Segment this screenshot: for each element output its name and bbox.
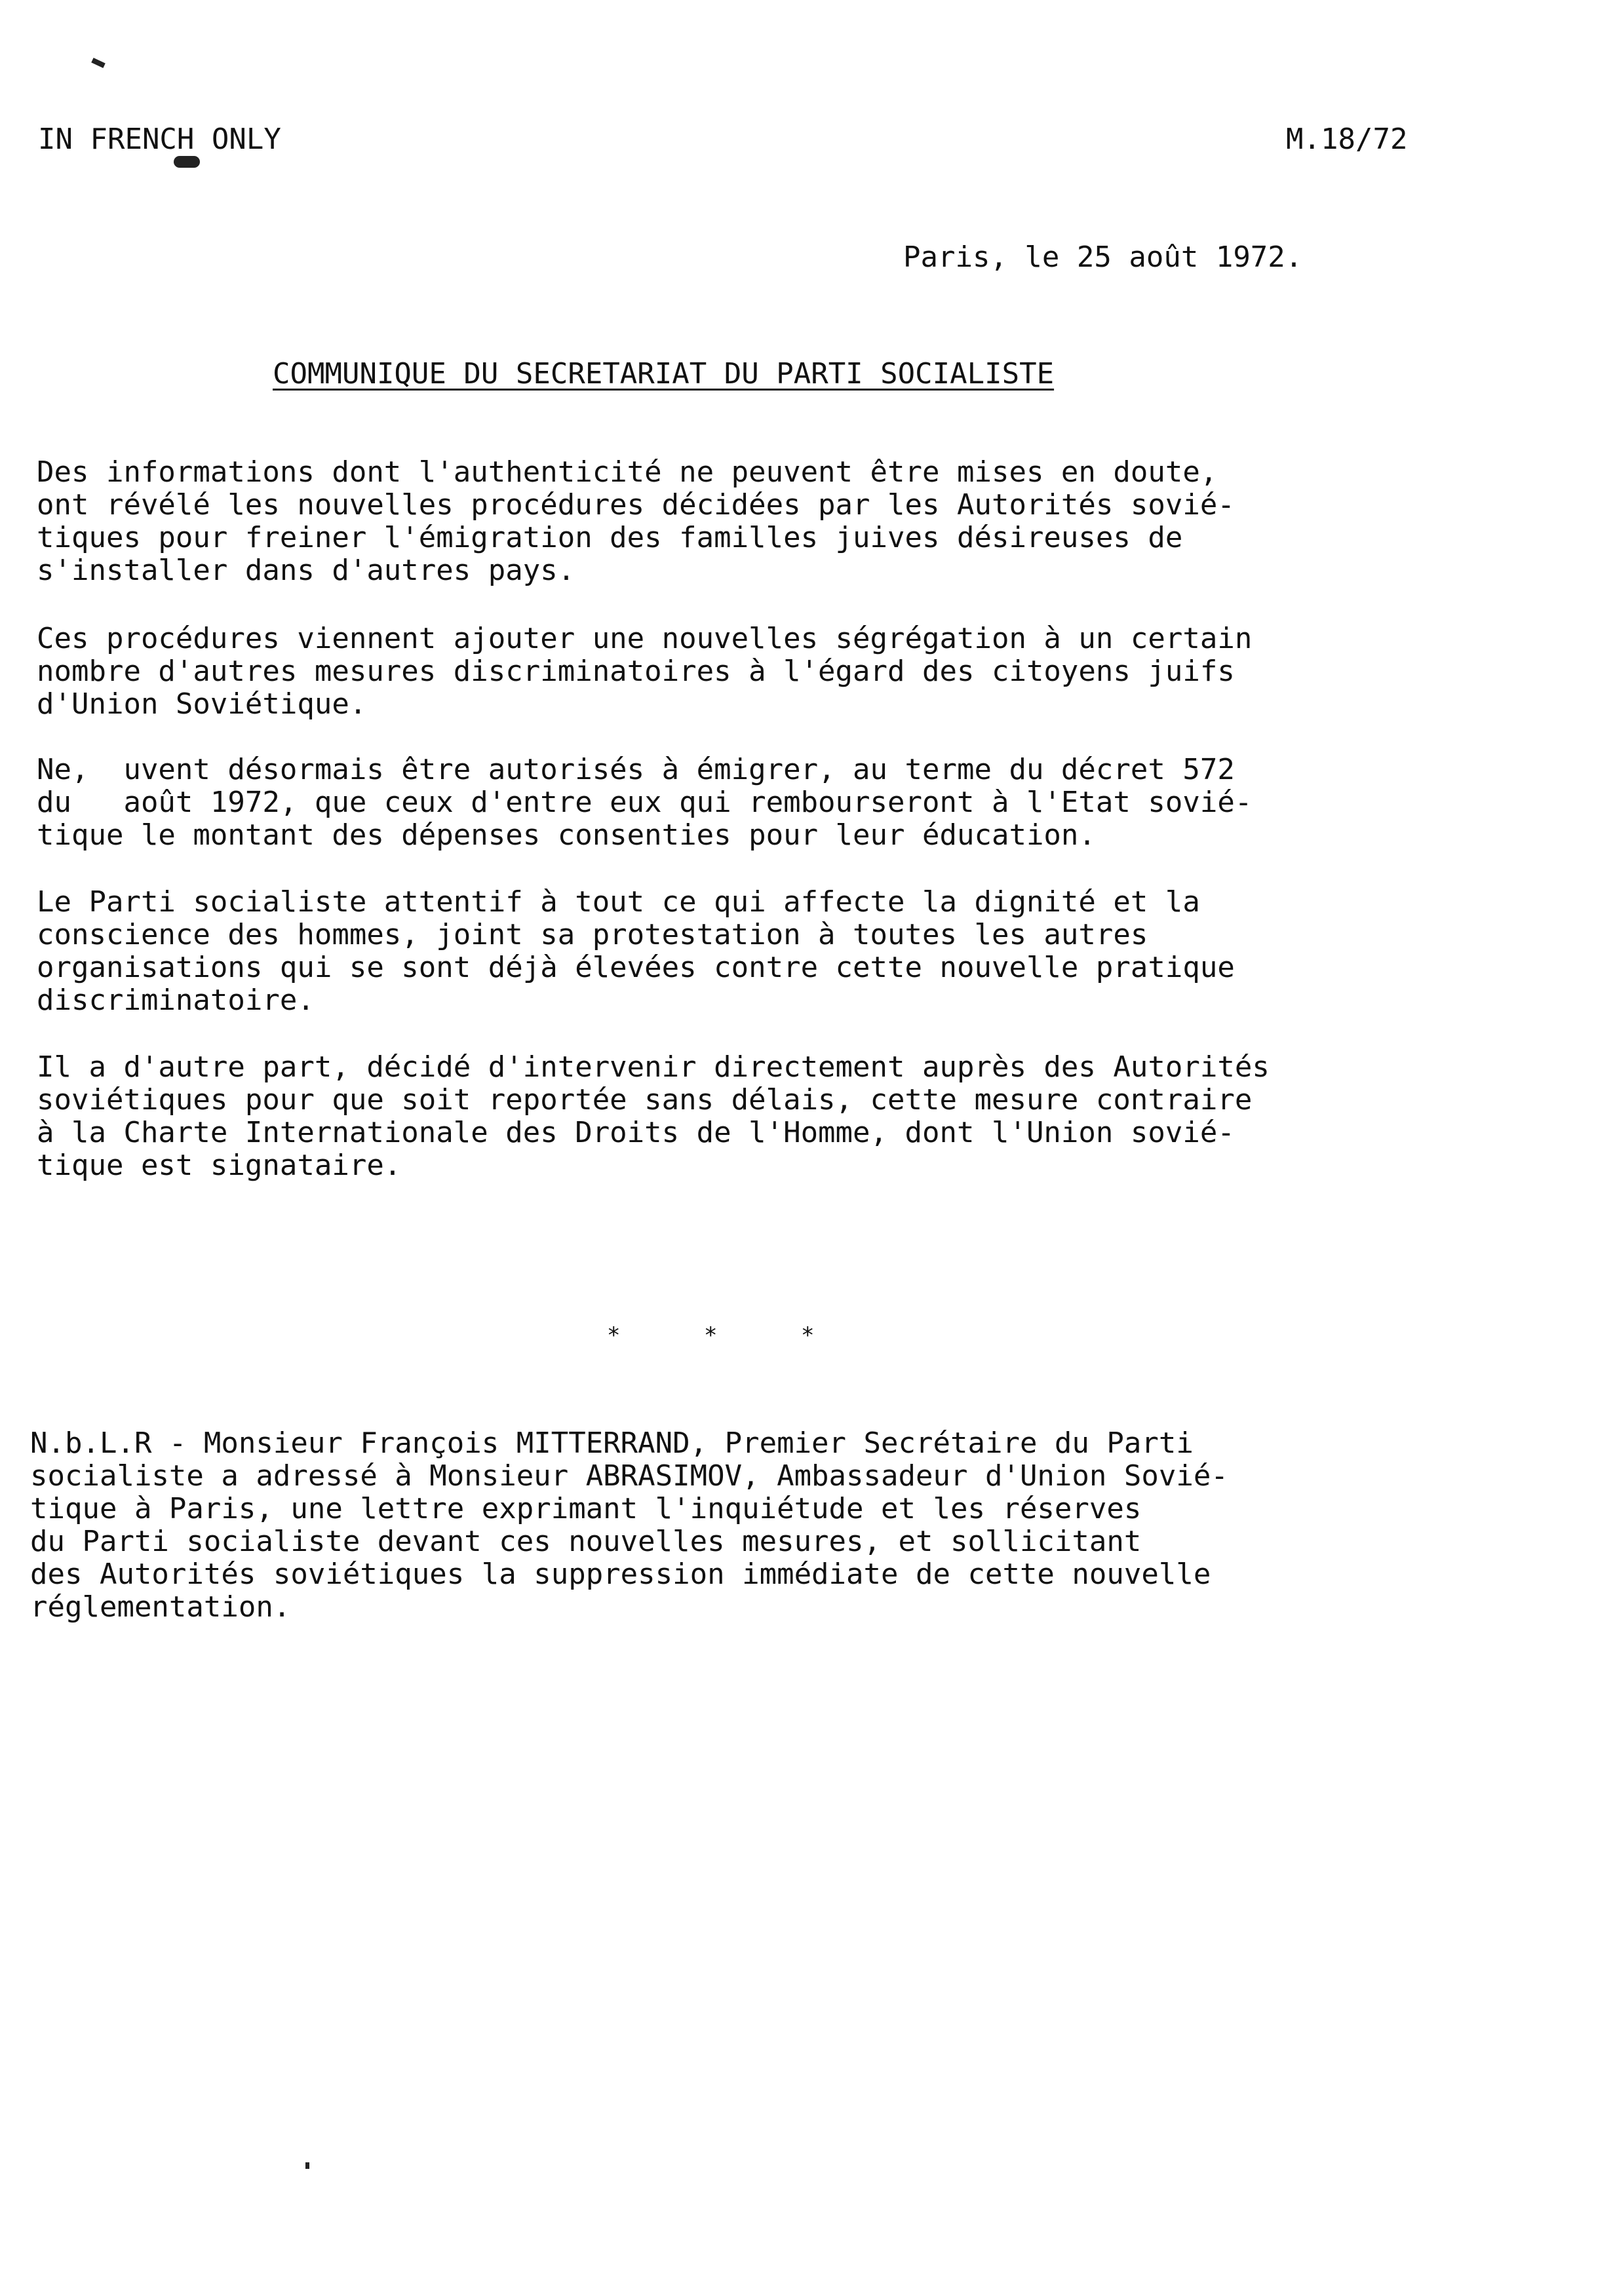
separator-star: * — [607, 1322, 621, 1349]
scan-mark — [305, 2162, 309, 2169]
dateline: Paris, le 25 août 1972. — [903, 240, 1303, 274]
section-separator — [0, 1322, 1615, 1349]
separator-star: * — [801, 1322, 815, 1349]
paragraph-1: Des informations dont l'authenticité ne peuvent être mises en doute, ont révélé les nouvelles procédures décidées par les Autorités sovié- tiques pour freiner l'émigration des familles juives désireuses de s'installer dans d'autres pays. — [37, 455, 1235, 587]
scan-mark — [174, 156, 200, 168]
language-notice: IN FRENCH ONLY — [38, 123, 281, 156]
separator-star: * — [704, 1322, 718, 1349]
document-reference: M.18/72 — [1286, 123, 1408, 156]
paragraph-5: Il a d'autre part, décidé d'intervenir directement auprès des Autorités soviétiques pour que soit reportée sans délais, cette mesure contraire à la Charte Internationale des Droits de l'Homme, dont l'Union sovié- tique est signataire. — [37, 1050, 1270, 1182]
document-title: COMMUNIQUE DU SECRETARIAT DU PARTI SOCIALISTE — [273, 357, 1055, 391]
paragraph-2: Ces procédures viennent ajouter une nouvelles ségrégation à un certain nombre d'autres mesures discriminatoires à l'égard des citoyens juifs d'Union Soviétique. — [37, 622, 1253, 721]
paragraph-4: Le Parti socialiste attentif à tout ce qui affecte la dignité et la conscience des hommes, joint sa protestation à toutes les autres organisations qui se sont déjà élevées contre cette nouvelle pratique discriminatoire. — [37, 885, 1235, 1017]
paragraph-3: Ne, uvent désormais être autorisés à émigrer, au terme du décret 572 du août 1972, que ceux d'entre eux qui rembourseront à l'Etat sovié- tique le montant des dépenses consenties pour leur éducation. — [37, 753, 1253, 852]
scan-mark — [91, 58, 106, 68]
editor-note: N.b.L.R - Monsieur François MITTERRAND, Premier Secrétaire du Parti socialiste a adressé à Monsieur ABRASIMOV, Ambassadeur d'Union Sovié- tique à Paris, une lettre exprimant l'inquiétude et les réserves du Parti socialiste devant ces nouvelles mesures, et sollicitant des Autorités soviétiques la suppression immédiate de cette nouvelle réglementation. — [30, 1426, 1228, 1624]
